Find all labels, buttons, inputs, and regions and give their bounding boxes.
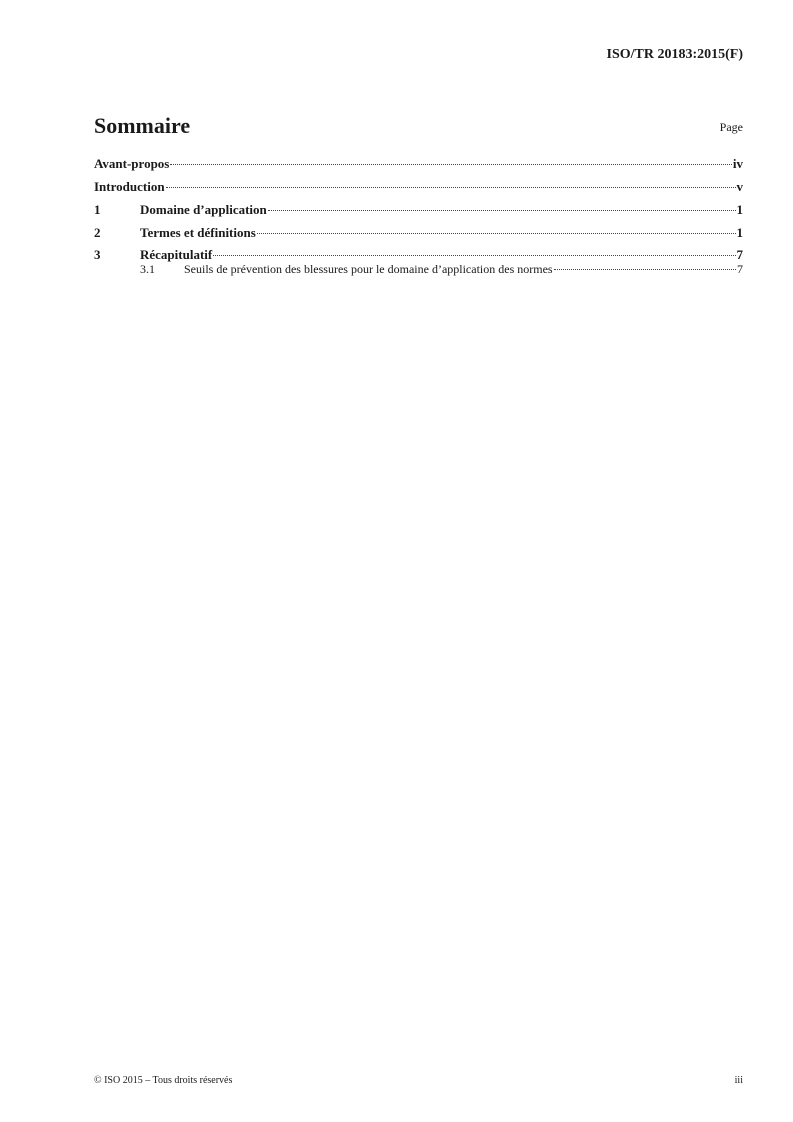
toc-entry-introduction[interactable] (94, 178, 743, 196)
dot-leader (268, 210, 736, 211)
toc-entry-label: Avant-propos (94, 156, 170, 171)
toc-subentry-thresholds[interactable] (94, 262, 743, 276)
toc-subentry-page: 7 (737, 262, 743, 276)
toc-entry-page: v (736, 179, 743, 194)
toc-entry-page: iv (732, 156, 743, 171)
footer-copyright: © ISO 2015 – Tous droits réservés (94, 1075, 233, 1086)
document-identifier: ISO/TR 20183:2015(F) (606, 47, 743, 62)
toc-entry-label: Domaine d’application (140, 202, 267, 217)
toc-entry-summary[interactable] (94, 247, 743, 262)
dot-leader (257, 233, 736, 234)
dot-leader (213, 255, 735, 256)
page-column-label: Page (719, 120, 743, 134)
dot-leader (170, 164, 732, 165)
footer-page-number: iii (734, 1075, 743, 1086)
toc-subentry-label: Seuils de prévention des blessures pour le domaine d’application des normes (184, 262, 553, 276)
toc-entry-page: 1 (736, 202, 743, 217)
toc-subentry-number: 3.1 (140, 262, 155, 276)
page-title: Sommaire (94, 113, 191, 138)
toc-entry-number: 3 (94, 247, 101, 262)
toc-entry-page: 1 (736, 225, 743, 240)
toc-entry-label: Récapitulatif (140, 247, 213, 262)
dot-leader (166, 187, 736, 188)
toc-entry-number: 1 (94, 202, 101, 217)
toc-entry-label: Termes et définitions (140, 225, 256, 240)
toc-entry-number: 2 (94, 225, 101, 240)
toc-entry-terms[interactable] (94, 224, 743, 242)
dot-leader (554, 269, 736, 270)
toc-entry-scope[interactable] (94, 201, 743, 219)
toc-entry-page: 7 (736, 247, 743, 262)
toc-entry-foreword[interactable] (94, 155, 743, 173)
toc-entry-label: Introduction (94, 179, 165, 194)
table-of-contents (94, 155, 743, 281)
